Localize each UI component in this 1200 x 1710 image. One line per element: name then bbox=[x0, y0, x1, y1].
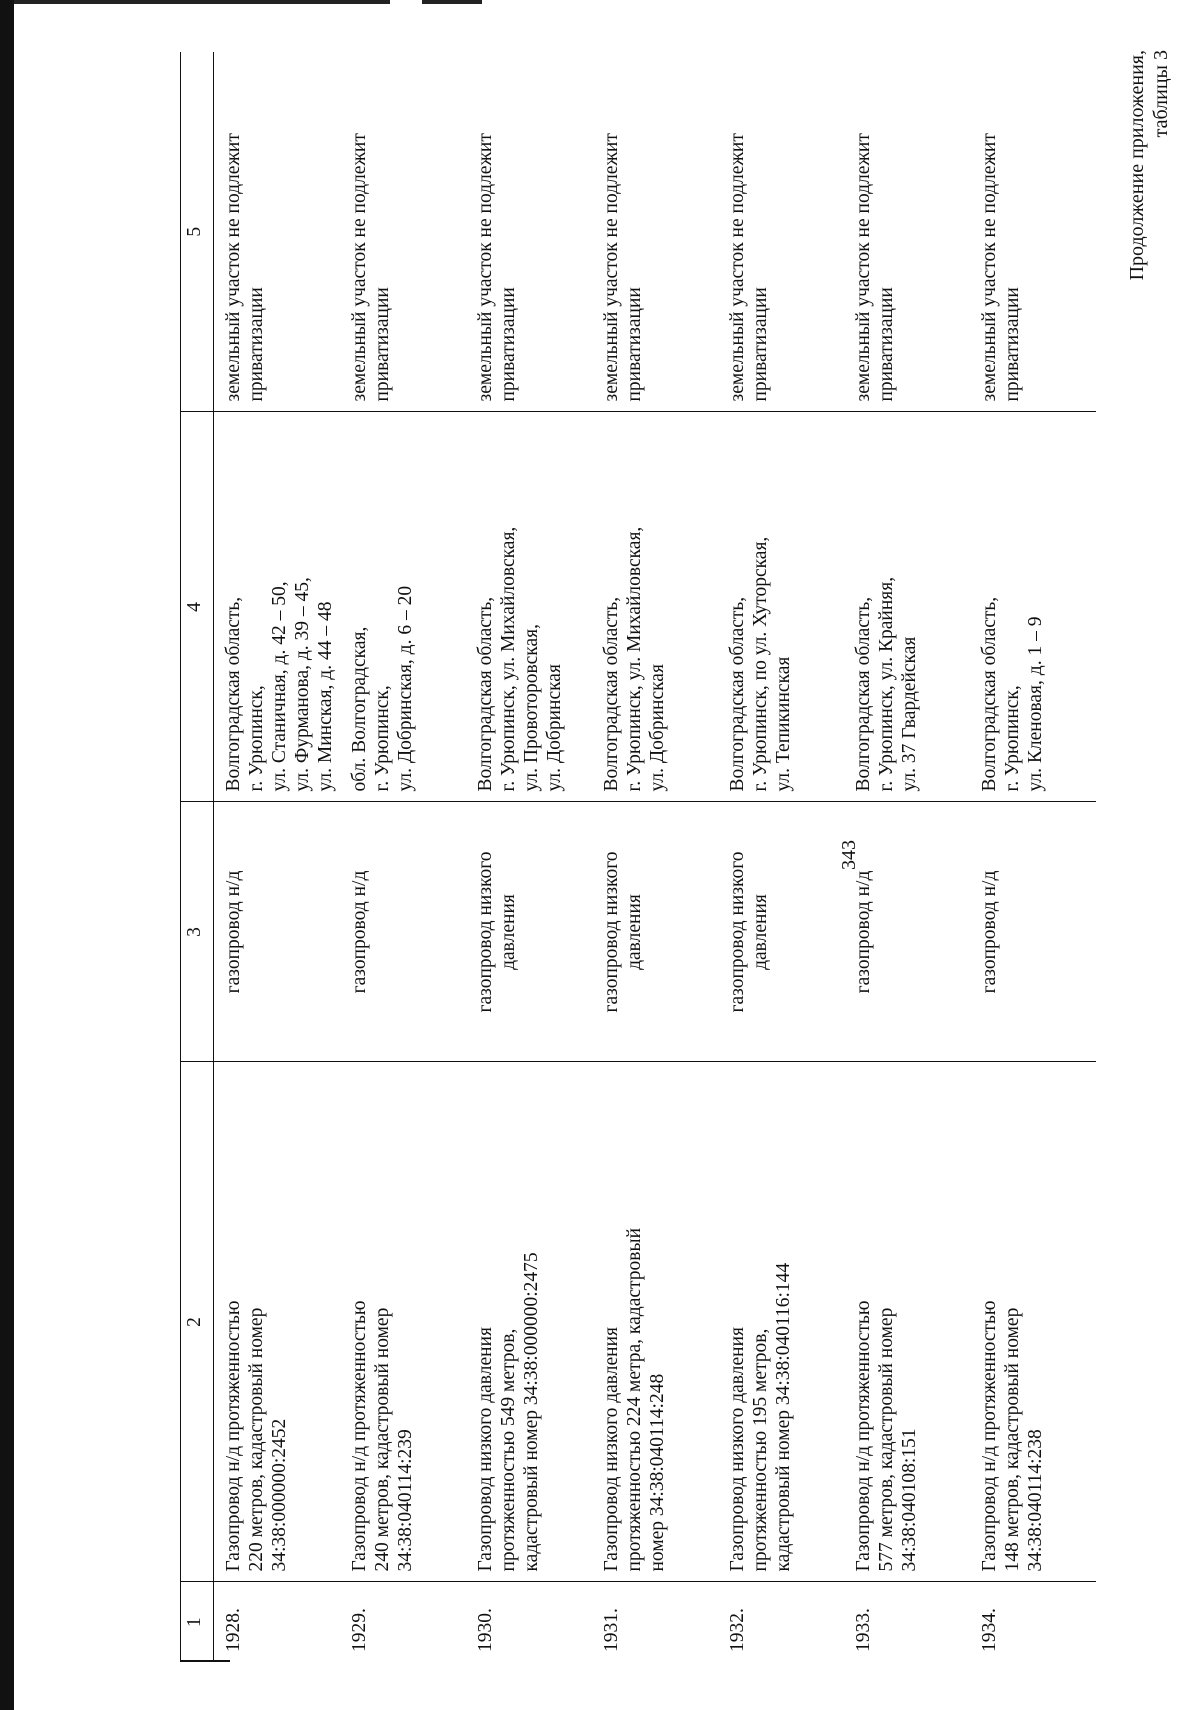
row-note-cell bbox=[970, 52, 1096, 412]
row-description-line: 220 метров, кадастровый номер bbox=[246, 1307, 267, 1572]
row-address-cell bbox=[340, 412, 466, 802]
continuation-line-2: таблицы 3 bbox=[1150, 50, 1172, 138]
table-row bbox=[970, 52, 1096, 1662]
row-description-cell bbox=[718, 1062, 844, 1582]
row-description-line: Газопровод н/д протяженностью bbox=[853, 1300, 874, 1572]
row-description-line: Газопровод н/д протяженностью bbox=[349, 1300, 370, 1572]
row-address-line: г. Урюпинск, ул. Крайняя, bbox=[876, 576, 897, 792]
row-number: 1930. bbox=[475, 1608, 496, 1652]
row-address-line: Волгоградская область, bbox=[853, 596, 874, 792]
row-address-line: Волгоградская область, bbox=[223, 596, 244, 792]
scan-edge-top-mark bbox=[422, 0, 482, 4]
row-note-line: приватизации bbox=[750, 287, 771, 402]
header-col-4: 4 bbox=[181, 412, 214, 802]
document-page bbox=[40, 20, 1200, 1690]
row-address-line: обл. Волгоградская, bbox=[349, 626, 370, 792]
row-address-line: ул. Минская, д. 44 – 48 bbox=[315, 601, 336, 792]
row-address-cell bbox=[970, 412, 1096, 802]
scan-edge-left bbox=[0, 0, 14, 1710]
row-type-line: давления bbox=[750, 894, 771, 970]
header-col-1: 1 bbox=[181, 1582, 214, 1662]
continuation-caption bbox=[1125, 50, 1173, 280]
row-address-line: ул. Станичная, д. 42 – 50, bbox=[269, 581, 290, 792]
row-note-cell bbox=[844, 52, 970, 412]
row-description-cell bbox=[340, 1062, 466, 1582]
row-number: 1934. bbox=[979, 1608, 1000, 1652]
row-note-cell bbox=[718, 52, 844, 412]
row-description-line: 34:38:000000:2452 bbox=[269, 1418, 290, 1572]
row-type-cell bbox=[592, 802, 718, 1062]
row-type-line: газопровод низкого bbox=[601, 851, 622, 1013]
row-address-cell bbox=[214, 412, 341, 802]
row-description-line: 34:38:040114:238 bbox=[1025, 1429, 1046, 1572]
row-description-cell bbox=[214, 1062, 341, 1582]
row-address-line: г. Урюпинск, bbox=[372, 685, 393, 792]
row-type-line: газопровод н/д bbox=[979, 870, 1000, 994]
row-type-cell bbox=[844, 802, 970, 1062]
row-description-line: 34:38:040108:151 bbox=[899, 1428, 920, 1572]
row-note-line: земельный участок не подлежит bbox=[475, 133, 496, 402]
table-body bbox=[181, 52, 1097, 1662]
row-description-line: 577 метров, кадастровый номер bbox=[876, 1307, 897, 1572]
row-note-line: земельный участок не подлежит bbox=[223, 133, 244, 402]
row-description-line: Газопровод низкого давления bbox=[475, 1327, 496, 1572]
row-description-line: Газопровод низкого давления bbox=[601, 1327, 622, 1572]
row-address-line: г. Урюпинск, bbox=[1002, 685, 1023, 792]
table-row bbox=[844, 52, 970, 1662]
row-type-cell bbox=[970, 802, 1096, 1062]
table-header-row bbox=[181, 52, 214, 1662]
row-description-line: 148 метров, кадастровый номер bbox=[1002, 1307, 1023, 1572]
table-row bbox=[718, 52, 844, 1662]
row-description-line: протяженностью 195 метров, bbox=[750, 1328, 771, 1572]
row-type-cell bbox=[340, 802, 466, 1062]
row-address-cell bbox=[844, 412, 970, 802]
header-col-3: 3 bbox=[181, 802, 214, 1062]
row-address-line: Волгоградская область, bbox=[475, 596, 496, 792]
row-address-line: ул. Тепикинская bbox=[773, 656, 794, 792]
row-number: 1929. bbox=[349, 1608, 370, 1652]
row-address-line: ул. Добринская, д. 6 – 20 bbox=[395, 585, 416, 792]
row-description-line: протяженностью 549 метров, bbox=[498, 1328, 519, 1572]
row-description-cell bbox=[592, 1062, 718, 1582]
row-address-line: г. Урюпинск, по ул. Хуторская, bbox=[750, 536, 771, 792]
row-description-line: кадастровый номер 34:38:000000:2475 bbox=[521, 1252, 542, 1572]
row-description-line: кадастровый номер 34:38:040116:144 bbox=[773, 1262, 794, 1572]
row-note-cell bbox=[214, 52, 341, 412]
header-col-5: 5 bbox=[181, 52, 214, 412]
scan-edge-top bbox=[14, 0, 390, 4]
table-row bbox=[466, 52, 592, 1662]
row-type-line: газопровод н/д bbox=[853, 870, 874, 994]
row-address-line: ул. Фурманова, д. 39 – 45, bbox=[292, 577, 313, 792]
table-row bbox=[340, 52, 466, 1662]
page-number: 343 bbox=[838, 840, 860, 870]
row-type-line: давления bbox=[624, 894, 645, 970]
row-address-line: Волгоградская область, bbox=[601, 596, 622, 792]
row-address-line: Волгоградская область, bbox=[727, 596, 748, 792]
row-description-line: 240 метров, кадастровый номер bbox=[372, 1307, 393, 1572]
row-description-cell bbox=[970, 1062, 1096, 1582]
row-description-line: номер 34:38:040114:248 bbox=[647, 1373, 668, 1572]
row-address-line: ул. Кленовая, д. 1 – 9 bbox=[1025, 616, 1046, 792]
row-type-cell bbox=[214, 802, 341, 1062]
row-type-line: газопровод низкого bbox=[727, 851, 748, 1013]
row-note-line: приватизации bbox=[1002, 287, 1023, 402]
row-description-line: 34:38:040114:239 bbox=[395, 1429, 416, 1572]
row-number: 1931. bbox=[601, 1608, 622, 1652]
row-description-line: протяженностью 224 метра, кадастровый bbox=[624, 1227, 645, 1572]
row-note-line: приватизации bbox=[498, 287, 519, 402]
row-type-line: газопровод н/д bbox=[223, 870, 244, 994]
row-type-line: давления bbox=[498, 894, 519, 970]
row-description-line: Газопровод низкого давления bbox=[727, 1327, 748, 1572]
table-row bbox=[214, 52, 341, 1662]
row-note-line: земельный участок не подлежит bbox=[853, 133, 874, 402]
row-note-line: приватизации bbox=[372, 287, 393, 402]
row-number: 1932. bbox=[727, 1608, 748, 1652]
row-description-line: Газопровод н/д протяженностью bbox=[223, 1300, 244, 1572]
row-number: 1928. bbox=[223, 1608, 244, 1652]
row-description-line: Газопровод н/д протяженностью bbox=[979, 1300, 1000, 1572]
row-address-line: ул. Провоторовская, bbox=[521, 624, 542, 792]
row-note-cell bbox=[340, 52, 466, 412]
row-type-line: газопровод н/д bbox=[349, 870, 370, 994]
row-description-cell bbox=[466, 1062, 592, 1582]
row-type-line: газопровод низкого bbox=[475, 851, 496, 1013]
row-number: 1933. bbox=[853, 1608, 874, 1652]
row-address-line: г. Урюпинск, ул. Михайловская, bbox=[498, 526, 519, 792]
row-description-cell bbox=[844, 1062, 970, 1582]
row-note-cell bbox=[592, 52, 718, 412]
row-note-cell bbox=[466, 52, 592, 412]
row-address-line: г. Урюпинск, ул. Михайловская, bbox=[624, 526, 645, 792]
row-address-line: ул. Добринская bbox=[647, 664, 668, 792]
header-col-2: 2 bbox=[181, 1062, 214, 1582]
table-row bbox=[592, 52, 718, 1662]
row-note-line: земельный участок не подлежит bbox=[727, 133, 748, 402]
row-type-cell bbox=[466, 802, 592, 1062]
row-address-line: Волгоградская область, bbox=[979, 596, 1000, 792]
row-note-line: приватизации bbox=[876, 287, 897, 402]
row-note-line: земельный участок не подлежит bbox=[349, 133, 370, 402]
registry-table bbox=[180, 52, 1096, 1662]
continuation-line-1: Продолжение приложения, bbox=[1126, 50, 1148, 281]
row-note-line: земельный участок не подлежит bbox=[979, 133, 1000, 402]
row-note-line: земельный участок не подлежит bbox=[601, 133, 622, 402]
row-type-cell bbox=[718, 802, 844, 1062]
row-address-cell bbox=[718, 412, 844, 802]
row-address-line: ул. Добринская bbox=[544, 664, 565, 792]
row-address-cell bbox=[592, 412, 718, 802]
row-note-line: приватизации bbox=[624, 287, 645, 402]
row-address-line: г. Урюпинск, bbox=[246, 685, 267, 792]
row-address-line: ул. 37 Гвардейская bbox=[899, 636, 920, 792]
row-note-line: приватизации bbox=[246, 287, 267, 402]
row-address-cell bbox=[466, 412, 592, 802]
